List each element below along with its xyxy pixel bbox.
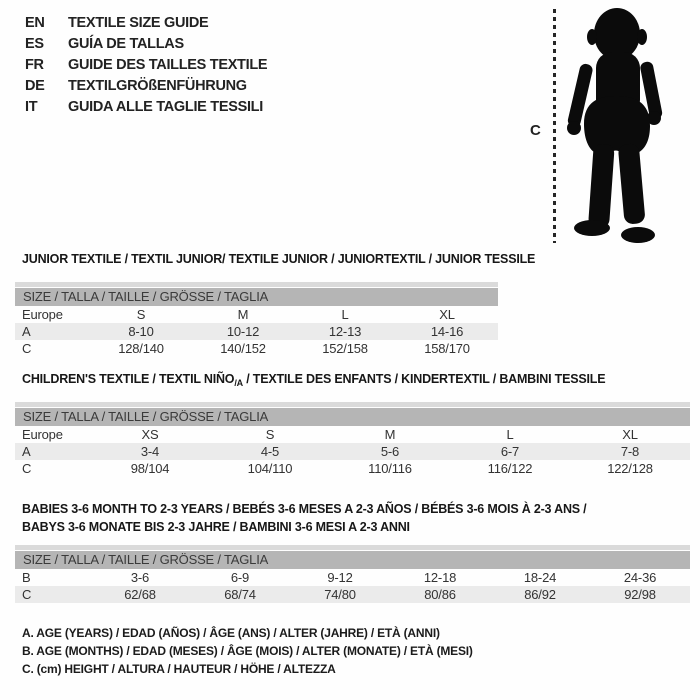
row-label: C	[22, 461, 32, 476]
height-measure-dotted-line	[553, 9, 556, 243]
size-cell: 12-18	[423, 570, 457, 585]
size-cell: 152/158	[322, 341, 368, 356]
footnote-b: B. AGE (MONTHS) / EDAD (MESES) / ÂGE (MOIS) / ALTER (MONATE) / ETÀ (MESI)	[22, 644, 473, 658]
size-cell: 110/116	[368, 461, 412, 476]
language-row-en	[25, 15, 208, 31]
row-label: B	[22, 570, 31, 585]
size-cell: 140/152	[220, 341, 266, 356]
language-title: GUÍA DE TALLAS	[68, 36, 184, 52]
size-cell: 4-5	[260, 444, 280, 459]
table-row	[15, 426, 690, 443]
size-cell: 74/80	[324, 587, 356, 602]
row-label: A	[22, 444, 31, 459]
language-row-de	[25, 78, 247, 94]
title-line-1: BABIES 3-6 MONTH TO 2-3 YEARS / BEBÉS 3-6 MESES A 2-3 AÑOS / BÉBÉS 3-6 MOIS À 2-3 ANS /	[22, 502, 587, 516]
size-cell: 8-10	[128, 324, 154, 339]
size-cell: 104/110	[247, 461, 293, 476]
table-row	[15, 306, 498, 323]
size-cell: M	[237, 307, 249, 322]
table-row	[15, 340, 498, 357]
table-top-strip	[15, 402, 690, 407]
size-cell: S	[136, 307, 146, 322]
junior-table	[15, 252, 536, 357]
row-label: Europe	[22, 427, 63, 442]
size-cell: 3-6	[130, 570, 150, 585]
size-cell: 24-36	[623, 570, 657, 585]
size-cell: XS	[141, 427, 159, 442]
babies-table-title	[15, 500, 690, 536]
title-text: / TEXTILE DES ENFANTS / KINDERTEXTIL / BAMBINI TESSILE	[242, 372, 606, 386]
size-cell: 9-12	[327, 570, 353, 585]
size-cell: 80/86	[424, 587, 456, 602]
footnote-a: A. AGE (YEARS) / EDAD (AÑOS) / ÂGE (ANS) / ALTER (JAHRE) / ETÀ (ANNI)	[22, 626, 440, 640]
children-table	[15, 372, 690, 477]
language-title: TEXTILE SIZE GUIDE	[68, 15, 209, 31]
size-cell: L	[341, 307, 349, 322]
size-cell: 18-24	[523, 570, 557, 585]
size-cell: 68/74	[224, 587, 256, 602]
size-cell: XL	[622, 427, 638, 442]
language-row-it	[25, 99, 263, 115]
row-label: C	[22, 587, 32, 602]
table-top-strip	[15, 282, 498, 287]
size-header-bar: SIZE / TALLA / TAILLE / GRÖSSE / TAGLIA	[15, 551, 690, 569]
size-cell: 122/128	[607, 461, 653, 476]
size-cell: L	[506, 427, 514, 442]
children-table-title	[15, 372, 690, 390]
baby-silhouette-icon	[558, 6, 698, 244]
table-row	[15, 460, 690, 477]
size-cell: 5-6	[380, 444, 400, 459]
size-cell: XL	[439, 307, 455, 322]
footnote-c: C. (cm) HEIGHT / ALTURA / HAUTEUR / HÖHE / ALTEZZA	[22, 662, 336, 676]
table-row	[15, 586, 690, 603]
language-code: ES	[25, 36, 44, 52]
size-cell: 128/140	[118, 341, 164, 356]
title-line-2: BABYS 3-6 MONATE BIS 2-3 JAHRE / BAMBINI 3-6 MESI A 2-3 ANNI	[22, 520, 410, 534]
language-row-fr	[25, 57, 267, 73]
row-label: A	[22, 324, 31, 339]
language-title: GUIDA ALLE TAGLIE TESSILI	[68, 99, 263, 115]
title-subscript: /A	[234, 378, 243, 388]
size-cell: 14-16	[430, 324, 464, 339]
size-cell: 86/92	[524, 587, 556, 602]
row-label: Europe	[22, 307, 63, 322]
junior-table-title: JUNIOR TEXTILE / TEXTIL JUNIOR/ TEXTILE JUNIOR / JUNIORTEXTIL / JUNIOR TESSILE	[22, 252, 536, 266]
size-cell: 3-4	[140, 444, 160, 459]
size-cell: M	[384, 427, 396, 442]
table-row	[15, 323, 498, 340]
language-title: GUIDE DES TAILLES TEXTILE	[68, 57, 268, 73]
size-cell: 92/98	[624, 587, 656, 602]
size-cell: 6-9	[230, 570, 250, 585]
title-text: CHILDREN'S TEXTILE / TEXTIL NIÑO	[22, 372, 235, 386]
table-row	[15, 443, 690, 460]
size-cell: 98/104	[130, 461, 170, 476]
figure-measure-label: C	[530, 122, 541, 139]
size-cell: S	[265, 427, 275, 442]
size-cell: 116/122	[487, 461, 533, 476]
language-code: DE	[25, 78, 45, 94]
table-row	[15, 569, 690, 586]
size-cell: 12-13	[328, 324, 362, 339]
size-header-bar: SIZE / TALLA / TAILLE / GRÖSSE / TAGLIA	[15, 288, 498, 306]
babies-table	[15, 500, 690, 603]
language-row-es	[25, 36, 184, 52]
language-title: TEXTILGRÖßENFÜHRUNG	[68, 78, 247, 94]
size-cell: 158/170	[424, 341, 470, 356]
language-code: IT	[25, 99, 38, 115]
size-header-bar: SIZE / TALLA / TAILLE / GRÖSSE / TAGLIA	[15, 408, 690, 426]
row-label: C	[22, 341, 32, 356]
size-cell: 6-7	[500, 444, 520, 459]
size-cell: 7-8	[620, 444, 640, 459]
size-cell: 62/68	[124, 587, 156, 602]
table-top-strip	[15, 545, 690, 550]
language-code: FR	[25, 57, 44, 73]
language-code: EN	[25, 15, 45, 31]
size-cell: 10-12	[226, 324, 260, 339]
